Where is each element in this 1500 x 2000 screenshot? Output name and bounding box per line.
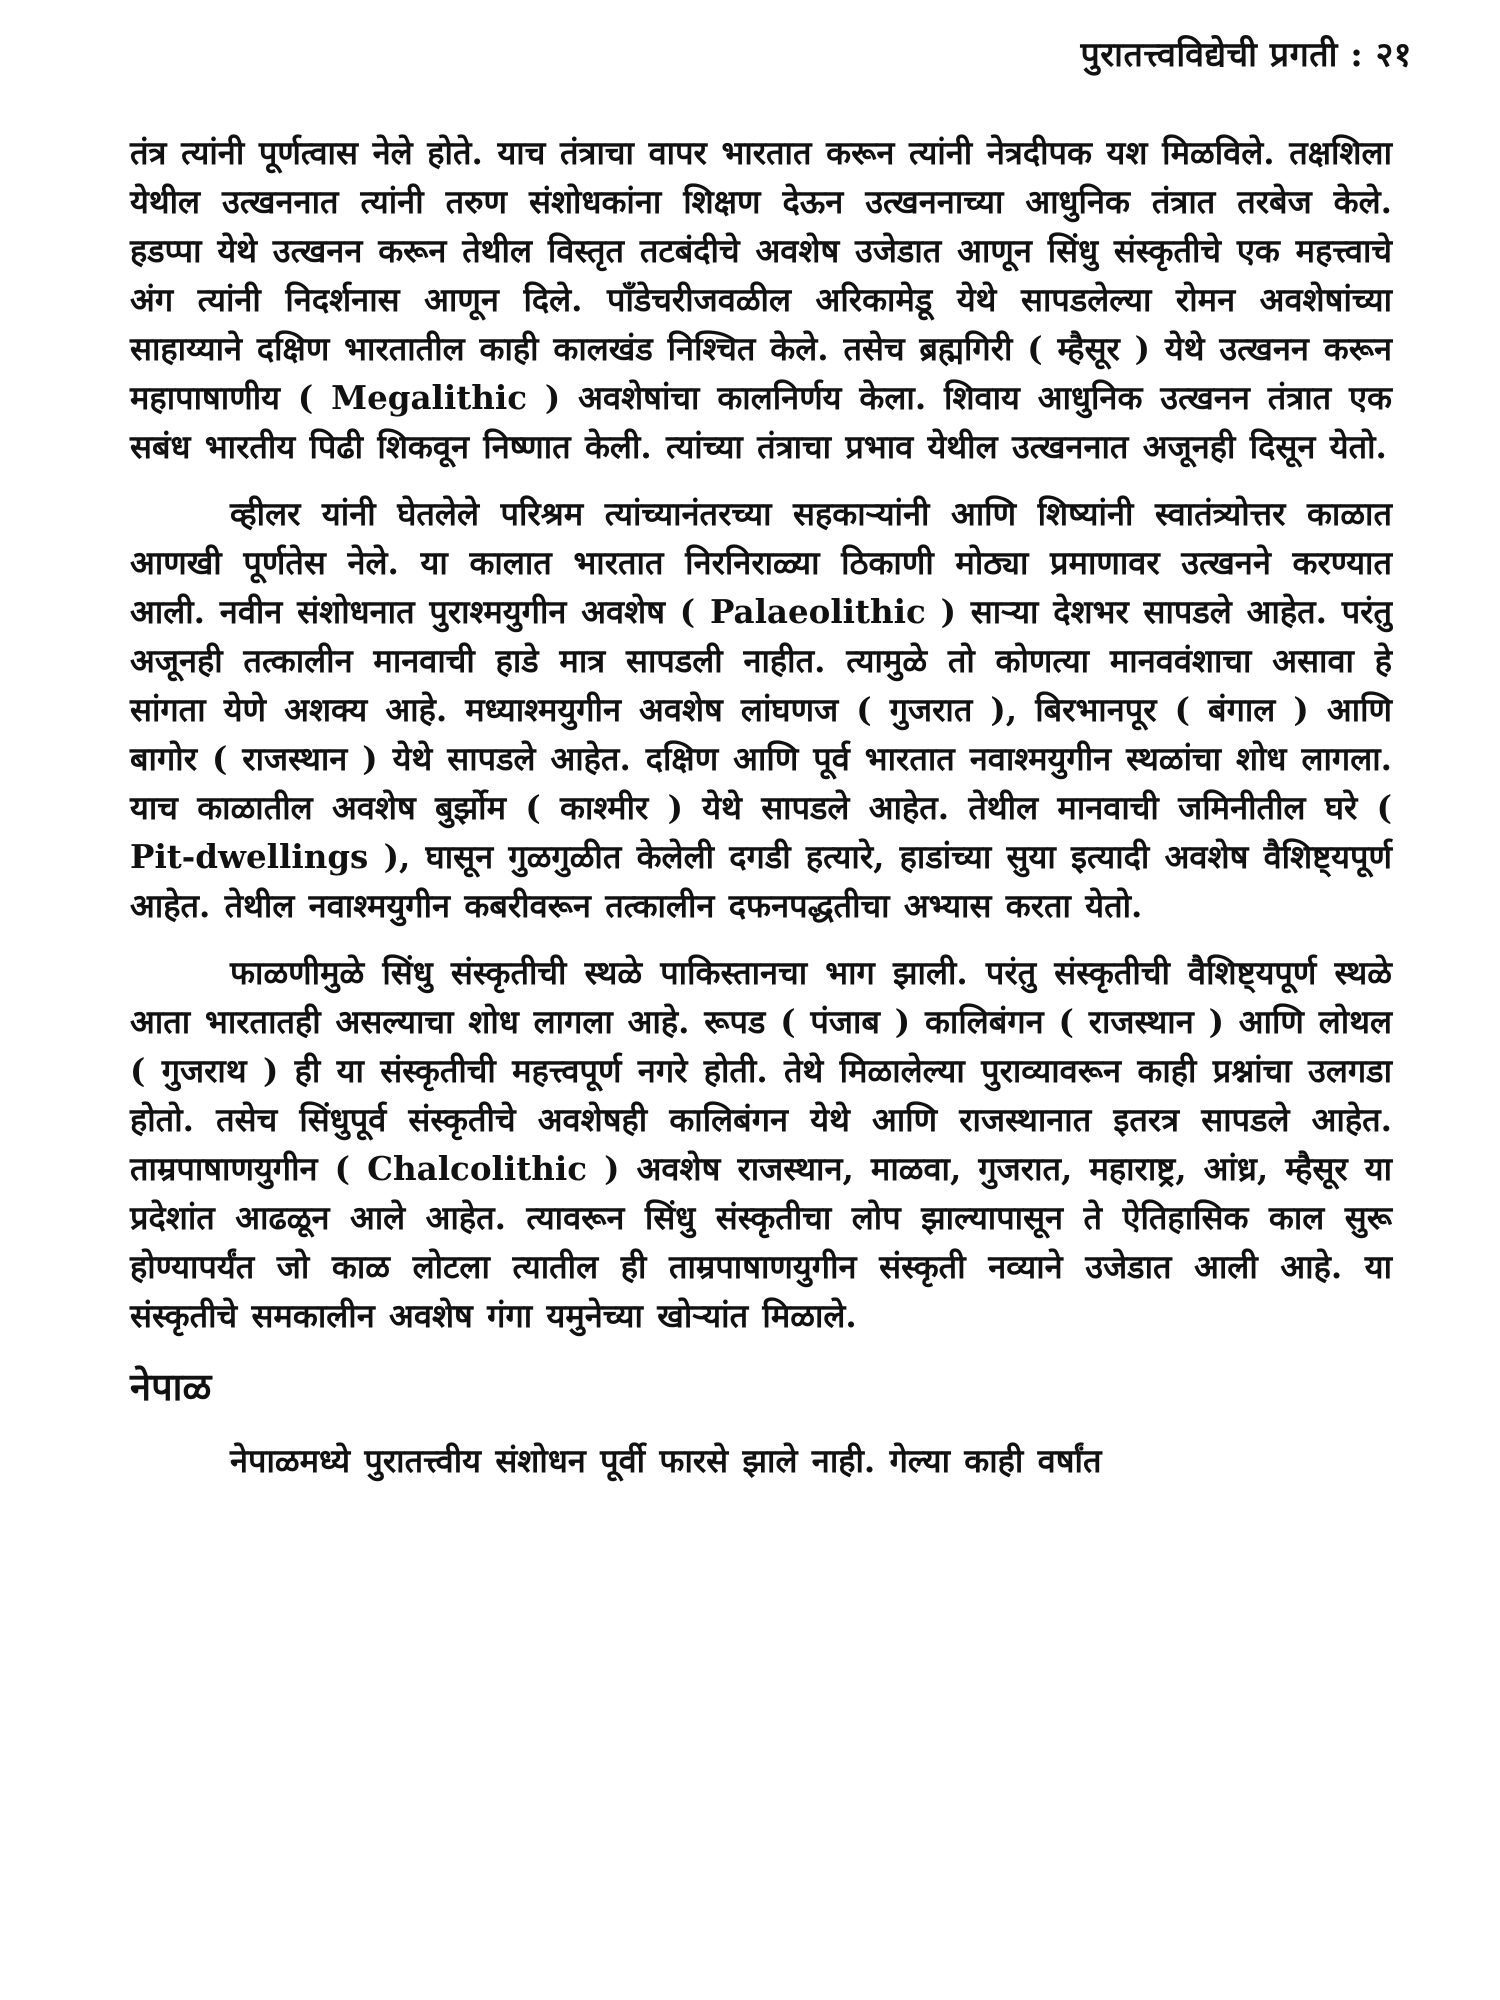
running-header: पुरातत्त्वविद्येची प्रगती : २१ [1080,35,1412,75]
paragraph-wheeler-techniques: तंत्र त्यांनी पूर्णत्वास नेले होते. याच तंत्राचा वापर भारतात करून त्यांनी नेत्रदीपक यश मिळविले. तक्षशिला येथील उत्खननात त्यांनी तरुण संशोधकांना शिक्षण देऊन उत्खननाच्या आधुनिक तंत्रात तरबेज केले. हडप्पा येथे उत्खनन करून तेथील विस्तृत तटबंदीचे अवशेष उजेडात आणून सिंधु संस्कृतीचे एक महत्त्वाचे अंग त्यांनी निदर्शनास आणून दिले. पॉंडेचरीजवळील अरिकामेडू येथे सापडलेल्या रोमन अवशेषांच्या साहाय्याने दक्षिण भारतातील काही कालखंड निश्चित केले. तसेच ब्रह्मगिरी ( म्हैसूर ) येथे उत्खनन करून महापाषाणीय ( Megalithic ) अवशेषांचा कालनिर्णय केला. शिवाय आधुनिक उत्खनन तंत्रात एक सबंध भारतीय पिढी शिकवून निष्णात केली. त्यांच्या तंत्राचा प्रभाव येथील उत्खननात अजूनही दिसून येतो. [130,133,1392,466]
body-text [130,128,1392,1503]
paragraph-indus-sites-after-partition: फाळणीमुळे सिंधु संस्कृतीची स्थळे पाकिस्तानचा भाग झाली. परंतु संस्कृतीची वैशिष्ट्यपूर्ण स्थळे आता भारतातही असल्याचा शोध लागला आहे. रूपड ( पंजाब ) कालिबंगन ( राजस्थान ) आणि लोथल ( गुजराथ ) ही या संस्कृतीची महत्त्वपूर्ण नगरे होती. तेथे मिळालेल्या पुराव्यावरून काही प्रश्नांचा उलगडा होतो. तसेच सिंधुपूर्व संस्कृतीचे अवशेषही कालिबंगन येथे आणि राजस्थानात इतरत्र सापडले आहेत. ताम्रपाषाणयुगीन ( Chalcolithic ) अवशेष राजस्थान, माळवा, गुजरात, महाराष्ट्र, आंध्र, म्हैसूर या प्रदेशांत आढळून आले आहेत. त्यावरून सिंधु संस्कृतीचा लोप झाल्यापासून ते ऐतिहासिक काल सुरू होण्यापर्यंत जो काळ लोटला त्यातील ही ताम्रपाषाणयुगीन संस्कृती नव्याने उजेडात आली आहे. या संस्कृतीचे समकालीन अवशेष गंगा यमुनेच्या खोऱ्यांत मिळाले. [130,953,1392,1335]
paragraph-post-independence-excavations: व्हीलर यांनी घेतलेले परिश्रम त्यांच्यानंतरच्या सहकाऱ्यांनी आणि शिष्यांनी स्वातंत्र्योत्तर काळात आणखी पूर्णतेस नेले. या कालात भारतात निरनिराळ्या ठिकाणी मोठ्या प्रमाणावर उत्खनने करण्यात आली. नवीन संशोधनात पुराश्मयुगीन अवशेष ( Palaeolithic ) साऱ्या देशभर सापडले आहेत. परंतु अजूनही तत्कालीन मानवाची हाडे मात्र सापडली नाहीत. त्यामुळे तो कोणत्या मानववंशाचा असावा हे सांगता येणे अशक्य आहे. मध्याश्मयुगीन अवशेष लांघणज ( गुजरात ), बिरभानपूर ( बंगाल ) आणि बागोर ( राजस्थान ) येथे सापडले आहेत. दक्षिण आणि पूर्व भारतात नवाश्मयुगीन स्थळांचा शोध लागला. याच काळातील अवशेष बुर्झोम ( काश्मीर ) येथे सापडले आहेत. तेथील मानवाची जमिनीतील घरे ( Pit-dwellings ), घासून गुळगुळीत केलेली दगडी हत्यारे, हाडांच्या सुया इत्यादी अवशेष वैशिष्ट्यपूर्ण आहेत. तेथील नवाश्मयुगीन कबरीवरून तत्कालीन दफनपद्धतीचा अभ्यास करता येतो. [130,494,1392,925]
paragraph-nepal-first-line: नेपाळमध्ये पुरातत्त्वीय संशोधन पूर्वी फारसे झाले नाही. गेल्या काही वर्षांत [230,1441,1102,1480]
section-heading-nepal: नेपाळ [130,1364,212,1409]
